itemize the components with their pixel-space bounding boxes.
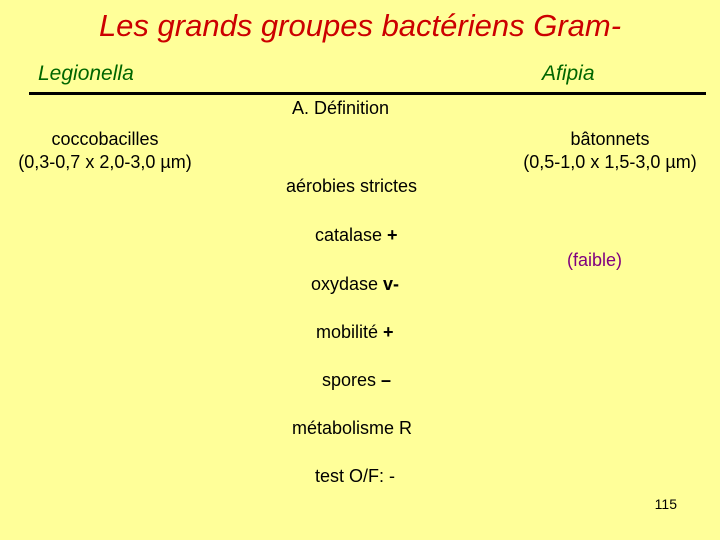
- header-divider: [29, 92, 706, 95]
- property-metabolism: [292, 418, 412, 439]
- property-label: aérobies strictes: [286, 176, 418, 196]
- property-aerobic: [286, 176, 417, 197]
- legionella-size: (0,3-0,7 x 2,0-3,0 µm): [18, 152, 192, 172]
- property-label: métabolisme R: [292, 418, 413, 438]
- page-number: 115: [654, 496, 677, 512]
- property-label: spores: [322, 370, 382, 390]
- property-mobility: [316, 322, 394, 343]
- genus-legionella: Legionella: [38, 62, 134, 85]
- genus-afipia: Afipia: [542, 62, 595, 85]
- afipia-description: [504, 128, 716, 174]
- property-of-test: [315, 466, 395, 487]
- afipia-size: (0,5-1,0 x 1,5-3,0 µm): [523, 152, 697, 172]
- property-label: test O/F: -: [315, 466, 396, 486]
- legionella-description: [2, 128, 208, 174]
- property-symbol: v-: [383, 274, 400, 294]
- section-heading: A. Définition: [292, 98, 390, 118]
- property-spores: [322, 370, 391, 391]
- property-symbol: +: [387, 225, 398, 245]
- afipia-catalase-note: (faible): [567, 250, 623, 270]
- property-symbol: –: [381, 370, 392, 390]
- property-oxydase: [311, 274, 399, 295]
- property-symbol: +: [383, 322, 394, 342]
- property-label: mobilité: [316, 322, 384, 342]
- legionella-shape: coccobacilles: [51, 129, 159, 149]
- afipia-shape: bâtonnets: [570, 129, 650, 149]
- property-label: oxydase: [311, 274, 384, 294]
- slide-title: Les grands groupes bactériens Gram-: [98, 8, 622, 43]
- property-catalase: [315, 225, 398, 246]
- property-label: catalase: [315, 225, 388, 245]
